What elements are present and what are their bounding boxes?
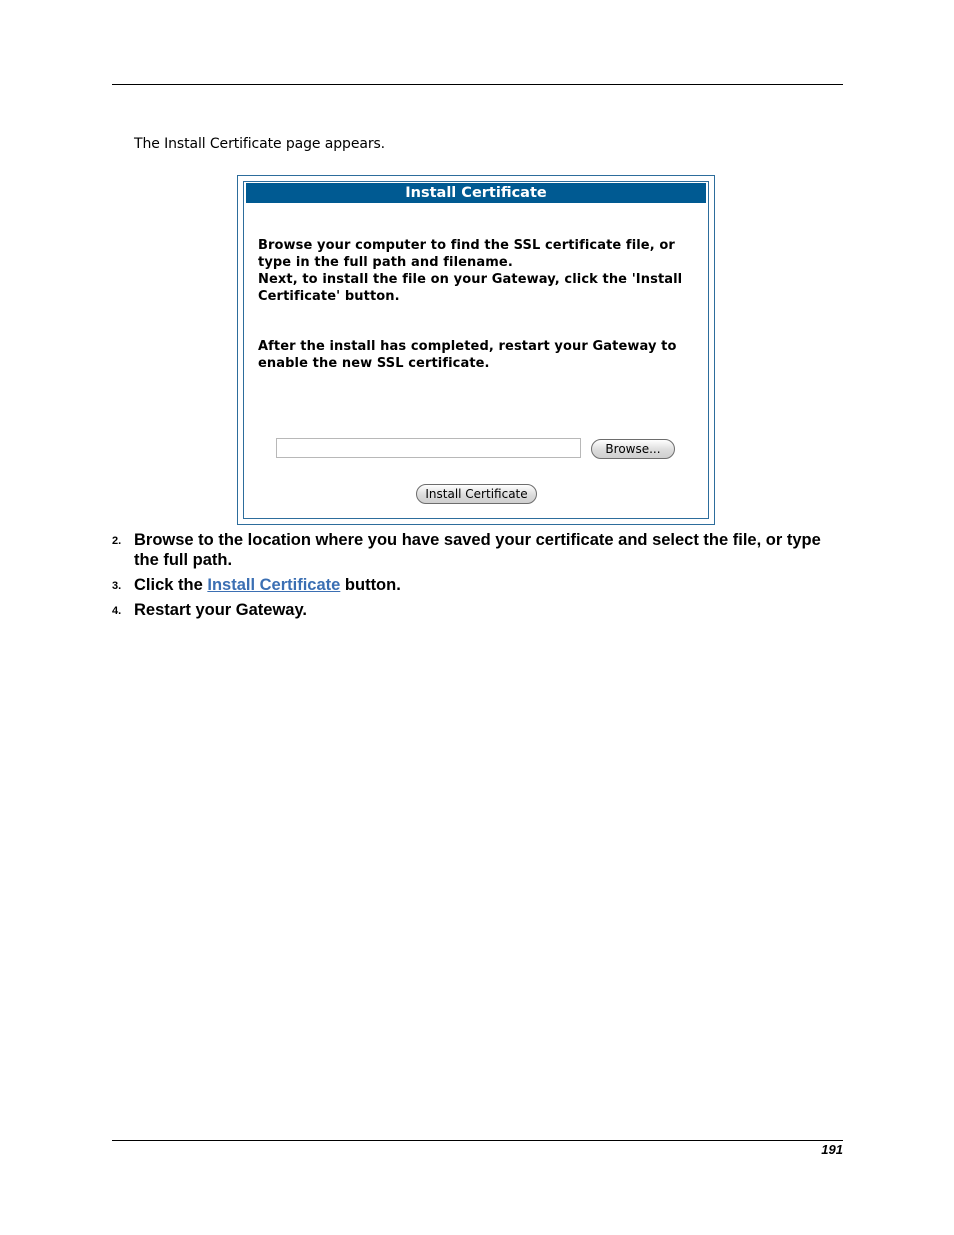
install-certificate-screenshot	[237, 175, 715, 525]
step-2	[112, 530, 843, 570]
intro-text: The Install Certificate page appears.	[134, 136, 386, 152]
install-certificate-link[interactable]: Install Certificate	[207, 576, 341, 594]
instruction-line-browse: Browse your computer to find the SSL certificate file, or type in the full path and filename.	[258, 238, 675, 270]
step-number: 3.	[112, 580, 122, 592]
browse-button[interactable]: Browse...	[591, 439, 675, 459]
panel-title: Install Certificate	[246, 183, 706, 203]
footer-rule	[112, 1140, 843, 1141]
step-text-prefix: Click the	[134, 576, 208, 594]
instruction-line-install: Next, to install the file on your Gateway, click the 'Install Certificate' button.	[258, 272, 683, 304]
step-text-suffix: button.	[340, 576, 401, 594]
instructions-paragraph	[258, 237, 698, 305]
step-3	[112, 575, 843, 595]
steps-list	[112, 530, 843, 625]
step-number: 4.	[112, 605, 122, 617]
certificate-file-input[interactable]	[276, 438, 581, 458]
step-text: Restart your Gateway.	[134, 601, 308, 619]
step-text: Browse to the location where you have saved your certificate and select the file, or type the full path.	[134, 531, 821, 569]
header-rule	[112, 84, 843, 85]
restart-paragraph: After the install has completed, restart your Gateway to enable the new SSL certificate.	[258, 339, 677, 371]
screenshot-panel	[243, 181, 709, 519]
step-4	[112, 600, 843, 620]
page-number: 191	[821, 1142, 843, 1157]
install-certificate-button[interactable]: Install Certificate	[416, 484, 537, 504]
step-number: 2.	[112, 535, 122, 547]
